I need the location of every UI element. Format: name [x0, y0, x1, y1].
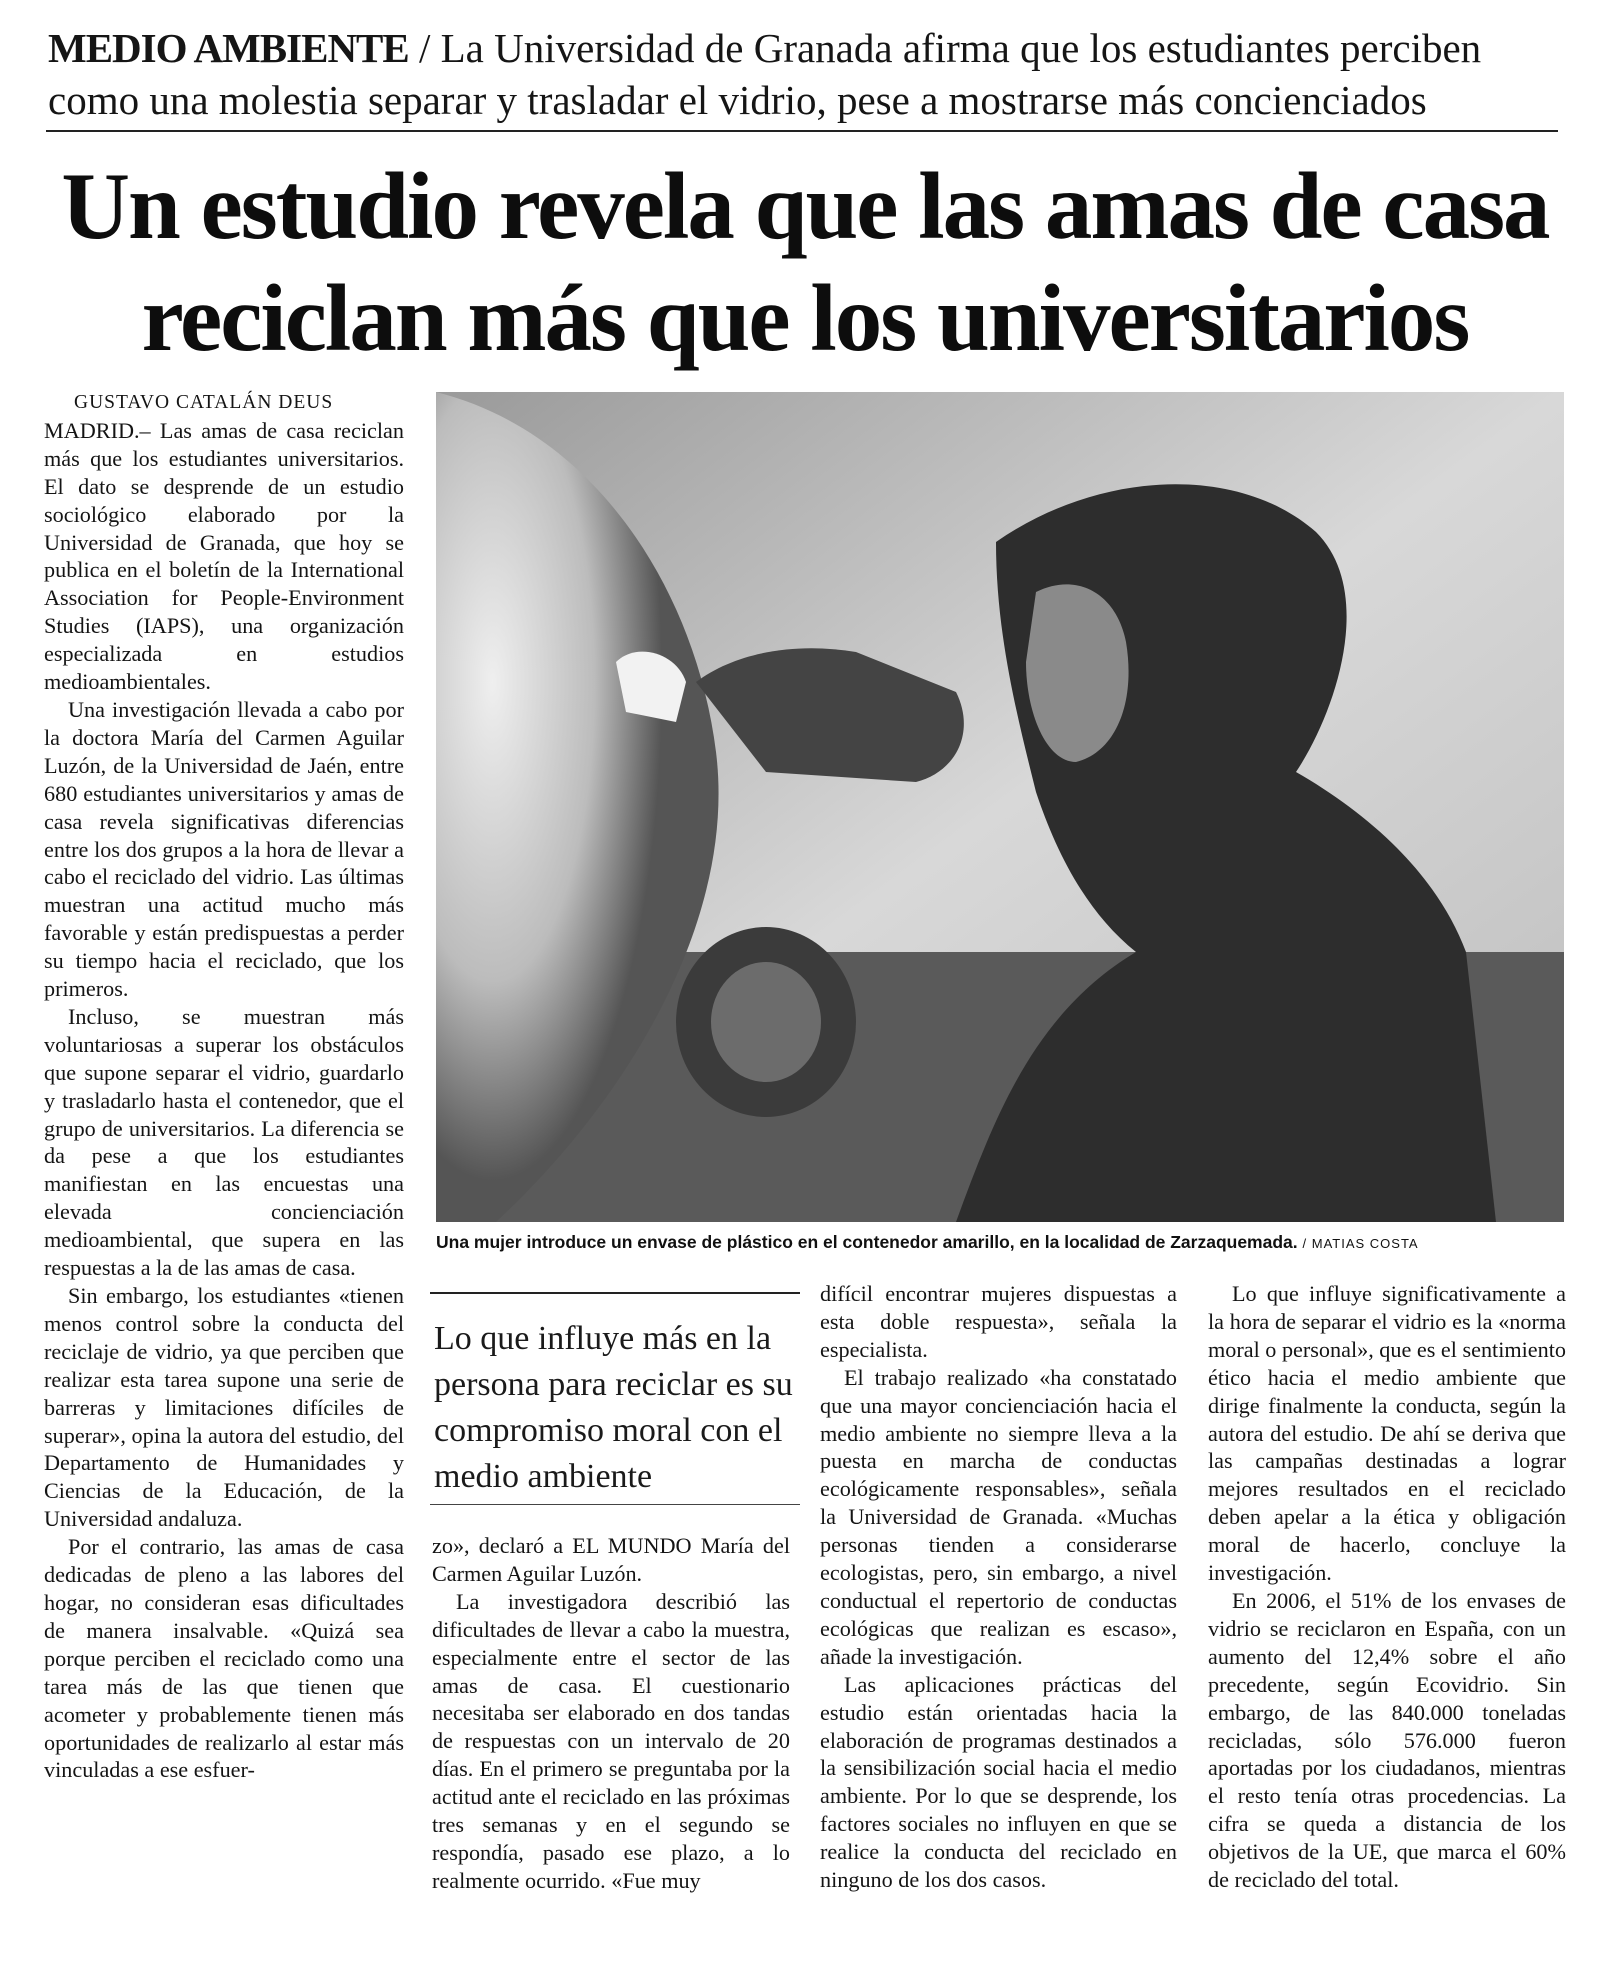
- paragraph: Por el contrario, las amas de casa dedicadas de pleno a las labores del hogar, no consideran esas dificultades de manera insalvable. «Quizá sea porque perciben el reciclado como una tarea más de las que tienen que acometer y probablemente tienen más oportunidades de realizarlo al estar más vinculadas a ese esfuer-: [44, 1534, 404, 1783]
- news-photo: [436, 392, 1564, 1222]
- paragraph: MADRID.– Las amas de casa reciclan más que los estudiantes universitarios. El dato se desprende de un estudio sociológico elaborado por la Universidad de Granada, que hoy se publica en el boletín de la International Association for People-Environment Studies (IAPS), una organización especializada en estudios medioambientales.: [44, 417, 404, 695]
- byline: GUSTAVO CATALÁN DEUS: [74, 392, 334, 413]
- headline-line-1: Un estudio revela que las amas de casa: [61, 153, 1549, 259]
- paragraph: Lo que influye significativamente a la hora de separar el vidrio es la «norma moral o personal», que es el sentimiento ético hacia el medio ambiente que dirige finalmente la conducta, según la autora del estudio. De ahí se deriva que las campañas destinadas a lograr mejores resultados en el reciclado deben apelar a la ética y obligación moral de hacerlo, concluye la investigación.: [1208, 1281, 1566, 1586]
- paragraph: El trabajo realizado «ha constatado que una mayor concienciación hacia el medio ambiente no siempre lleva a la puesta en marcha de conductas ecológicamente responsables», señala la Universidad de Granada. «Muchas personas tienden a considerarse ecologistas, pero, sin embargo, a nivel conductual el repertorio de conductas ecológicas que realizan es escaso», añade la investigación.: [820, 1364, 1177, 1669]
- pull-quote-text: Lo que influye más en la persona para reciclar es su compromiso moral con el medio ambiente: [434, 1320, 793, 1495]
- paragraph: La investigadora describió las dificultades de llevar a cabo la muestra, especialmente entre el sector de las amas de casa. El cuestionario necesitaba ser elaborado en dos tandas de respuestas con un intervalo de 20 días. En el primero se preguntaba por la actitud ante el reciclado en las próximas tres semanas y en el segundo se respondía, pasado ese plazo, a lo realmente ocurrido. «Fue muy: [432, 1588, 790, 1893]
- kicker-text: / La Universidad de Granada afirma que los estudiantes perciben como una molestia separar y trasladar el vidrio, pese a mostrarse más concienciados: [48, 25, 1482, 123]
- photo-image: [436, 392, 1564, 1222]
- kicker: [48, 22, 1558, 126]
- paragraph: difícil encontrar mujeres dispuestas a esta doble respuesta», señala la especialista.: [820, 1281, 1177, 1362]
- caption-text: Una mujer introduce un envase de plástico en el contenedor amarillo, en la localidad de Zarzaquemada.: [436, 1232, 1298, 1252]
- paragraph: Una investigación llevada a cabo por la doctora María del Carmen Aguilar Luzón, de la Universidad de Jaén, entre 680 estudiantes universitarios y amas de casa revela significativas diferencias entre los dos grupos a la hora de llevar a cabo el reciclado del vidrio. Las últimas muestran una actitud mucho más favorable y están predispuestas a perder su tiempo hacia el reciclado, que los primeros.: [44, 696, 404, 1002]
- photo-caption: [436, 1232, 1564, 1253]
- pull-quote: [430, 1292, 800, 1505]
- headline: [40, 150, 1570, 374]
- article-column-3: [820, 1280, 1177, 1894]
- paragraph: Sin embargo, los estudiantes «tienen menos control sobre la conducta del reciclaje de vidrio, ya que perciben que realizar esta tarea supone una serie de barreras y limitaciones difíciles de superar», opina la autora del estudio, del Departamento de Humanidades y Ciencias de la Educación, de la Universidad andaluza.: [44, 1283, 404, 1532]
- kicker-rule: [46, 130, 1558, 132]
- headline-line-2: reciclan más que los universitarios: [141, 265, 1469, 371]
- article-column-4: [1208, 1280, 1566, 1894]
- photo-credit: / MATIAS COSTA: [1302, 1236, 1419, 1251]
- paragraph: Las aplicaciones prácticas del estudio están orientadas hacia la elaboración de programas destinados a la sensibilización social hacia el medio ambiente. Por lo que se desprende, los factores sociales no influyen en que se realice la conducta del reciclado en ninguno de los dos casos.: [820, 1671, 1177, 1893]
- section-label: MEDIO AMBIENTE: [48, 25, 409, 71]
- paragraph: Incluso, se muestran más voluntariosas a superar los obstáculos que supone separar el vidrio, guardarlo y trasladarlo hasta el contenedor, que el grupo de universitarios. La diferencia se da pese a que los estudiantes manifiestan en las encuestas una elevada concienciación medioambiental, que supera en las respuestas a la de las amas de casa.: [44, 1003, 404, 1281]
- paragraph: zo», declaró a EL MUNDO María del Carmen Aguilar Luzón.: [432, 1533, 790, 1586]
- paragraph: En 2006, el 51% de los envases de vidrio se reciclaron en España, con un aumento del 12,4% sobre el año precedente, según Ecovidrio. Sin embargo, de las 840.000 toneladas recicladas, sólo 576.000 fueron aportadas por los ciudadanos, mientras el resto tenía otras procedencias. La cifra se queda a distancia de los objetivos de la UE, que marca el 60% de reciclado del total.: [1208, 1587, 1566, 1893]
- article-column-2: [432, 1532, 790, 1895]
- article-column-1: [44, 389, 404, 1784]
